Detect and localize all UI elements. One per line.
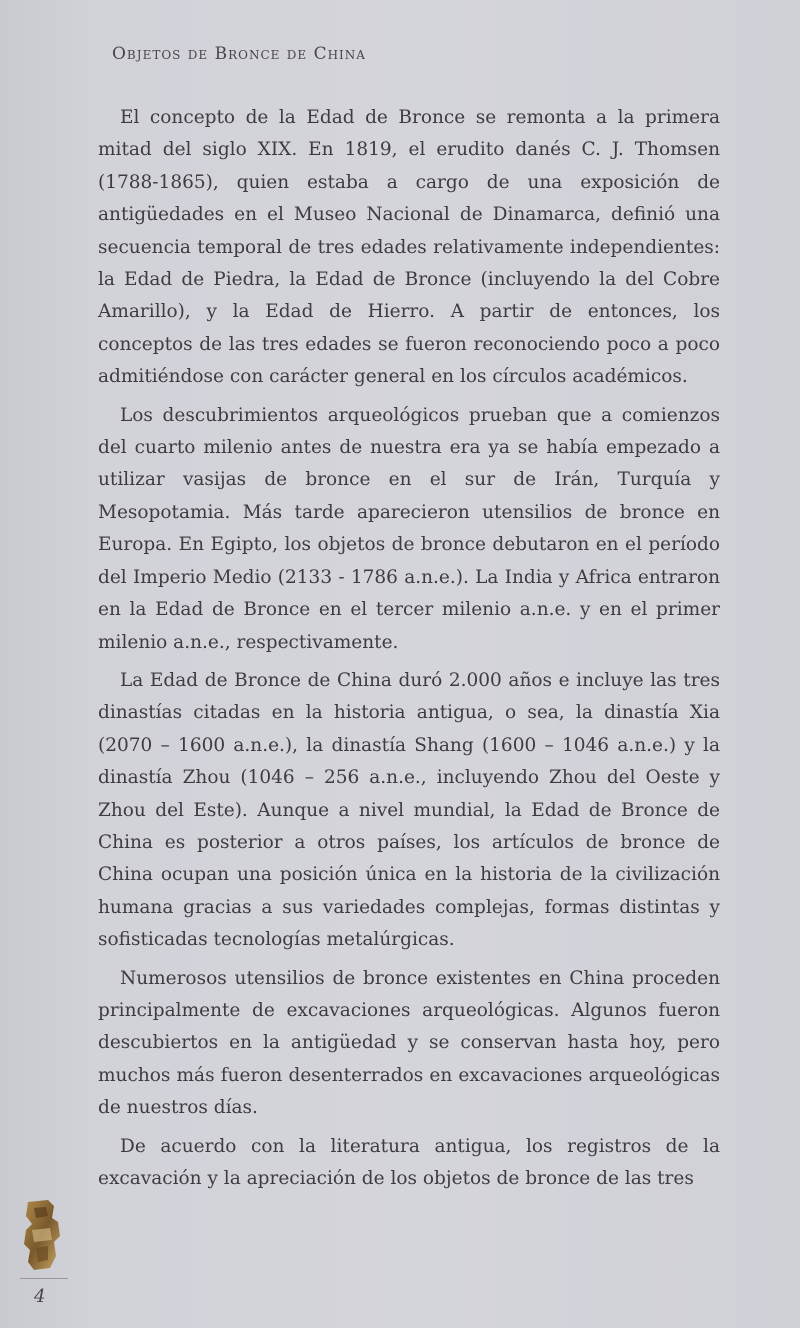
- paragraph-5: De acuerdo con la literatura antigua, los registros de la excavación y la apreciación de los objetos de bronce de las tres: [98, 1135, 720, 1189]
- running-head: Objetos de Bronce de China: [112, 44, 366, 64]
- paragraph-2: Los descubrimientos arqueológicos prueban que a comienzos del cuarto milenio antes de nuestra era ya se había empezado a utilizar vasijas de bronce en el sur de Irán, Turquía y Mesopotamia. Más tarde aparecieron utensilios de bronce en Europa. En Egipto, los objetos de bronce debutaron en el período del Imperio Medio (2133 - 1786 a.n.e.). La India y Africa entraron en la Edad de Bronce en el tercer milenio a.n.e. y en el primer milenio a.n.e., respectivamente.: [98, 404, 720, 653]
- bronze-figurine-icon: [14, 1196, 70, 1276]
- body-text: [98, 102, 720, 1201]
- paragraph-4: Numerosos utensilios de bronce existentes en China proceden principalmente de excavaciones arqueológicas. Algunos fueron descubiertos en la antigüedad y se conservan hasta hoy, pero muchos más fueron desenterrados en excavaciones arqueológicas de nuestros días.: [98, 967, 720, 1119]
- paragraph-1: El concepto de la Edad de Bronce se remonta a la primera mitad del siglo XIX. En 1819, el erudito danés C. J. Thomsen (1788-1865), quien estaba a cargo de una exposición de antigüedades en el Museo Nacional de Dinamarca, definió una secuencia temporal de tres edades relativamente independientes: la Edad de Piedra, la Edad de Bronce (incluyendo la del Cobre Amarillo), y la Edad de Hierro. A partir de entonces, los conceptos de las tres edades se fueron reconociendo poco a poco admitiéndose con carácter general en los círculos académicos.: [98, 107, 720, 388]
- page-number: 4: [34, 1286, 46, 1307]
- paragraph-3: La Edad de Bronce de China duró 2.000 años e incluye las tres dinastías citadas en la historia antigua, o sea, la dinastía Xia (2070 – 1600 a.n.e.), la dinastía Shang (1600 – 1046 a.n.e.) y la dinastía Zhou (1046 – 256 a.n.e., incluyendo Zhou del Oeste y Zhou del Este). Aunque a nivel mundial, la Edad de Bronce de China es posterior a otros países, los artículos de bronce de China ocupan una posición única en la historia de la civilización humana gracias a sus variedades complejas, formas distintas y sofisticadas tecnologías metalúrgicas.: [98, 669, 720, 951]
- footer-rule: [20, 1278, 68, 1279]
